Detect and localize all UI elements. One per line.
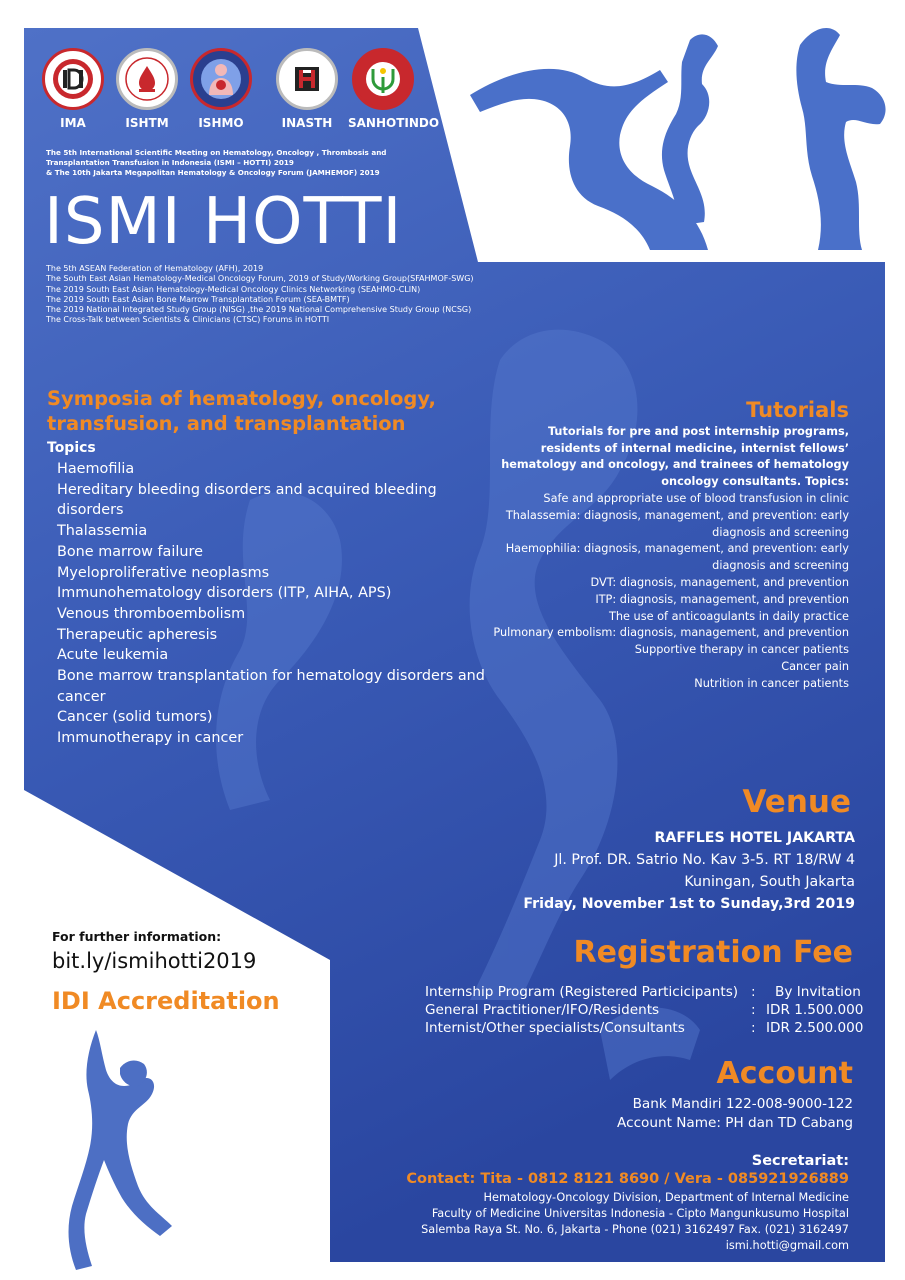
topic-item: Hereditary bleeding disorders and acquired bleeding disorders xyxy=(57,481,437,519)
logo-ima: IMA xyxy=(38,48,108,130)
venue-hotel: RAFFLES HOTEL JAKARTA xyxy=(654,830,855,846)
fee-label: Internship Program (Registered Particicipants) xyxy=(425,984,739,1000)
intro-line: & The 10th Jakarta Megapolitan Hematology & Oncology Forum (JAMHEMOF) 2019 xyxy=(46,168,380,177)
logo-inasth: INASTH xyxy=(272,48,342,130)
tutorial-item: Supportive therapy in cancer patients xyxy=(634,643,849,657)
inasth-emblem-icon xyxy=(276,48,338,110)
tutorial-item: Nutrition in cancer patients xyxy=(694,676,849,690)
tutorial-item: Safe and appropriate use of blood transfusion in clinic xyxy=(543,492,849,505)
fee-row xyxy=(425,1001,865,1019)
fee-separator: : xyxy=(751,984,756,1000)
topic-item: Cancer (solid tumors) xyxy=(57,709,213,726)
topic-item: Haemofilia xyxy=(57,461,135,477)
secretariat-heading: Secretariat: xyxy=(751,1153,849,1169)
further-info-label: For further information: xyxy=(52,929,222,944)
logo-ishmo: ISHMO xyxy=(186,48,256,130)
fee-label: General Practitioner/IFO/Residents xyxy=(425,1002,660,1018)
idi-emblem-icon xyxy=(42,48,104,110)
statue-silhouette-top xyxy=(470,28,886,250)
fee-value: IDR 1.500.000 xyxy=(766,1002,864,1018)
tutorial-item: Pulmonary embolism: diagnosis, management, and prevention xyxy=(493,626,849,640)
secretariat-address xyxy=(421,1190,849,1254)
forum-line: The Cross-Talk between Scientists & Clinicians (CTSC) Forums in HOTTI xyxy=(46,315,330,325)
topic-item: Myeloproliferative neoplasms xyxy=(57,564,270,581)
venue-dates: Friday, November 1st to Sunday,3rd 2019 xyxy=(523,896,855,912)
venue-details xyxy=(523,827,855,915)
topic-item: Thalassemia xyxy=(57,523,148,540)
symposia-title: Symposia of hematology, oncology, transfusion, and transplantation xyxy=(47,387,436,435)
tutorial-item: The use of anticoagulants in daily practice xyxy=(608,609,849,623)
fee-table xyxy=(425,983,865,1037)
intro-line: Transplantation Transfusion in Indonesia (ISMI – HOTTI) 2019 xyxy=(46,158,294,167)
fee-row xyxy=(425,1019,865,1037)
tutorials-list xyxy=(469,491,849,693)
logo-sanhotindo: SANHOTINDO xyxy=(348,48,418,130)
account-heading: Account xyxy=(716,1056,853,1091)
idi-accreditation: IDI Accreditation xyxy=(52,987,280,1015)
topics-list xyxy=(57,459,497,749)
registration-heading: Registration Fee xyxy=(573,935,853,970)
forum-line: The 2019 South East Asian Hematology-Medical Oncology Clinics Networking (SEAHMO-CLIN) xyxy=(46,284,421,294)
tutorials-intro: Tutorials for pre and post internship programs, residents of internal medicine, internist fellows’ hematology and oncology, and trainees of hematology oncology consultants. Topics: xyxy=(501,425,849,489)
tutorial-item: Cancer pain xyxy=(781,659,849,673)
contact-line: Contact: Tita - 0812 8121 8690 / Vera - 085921926889 xyxy=(406,1171,849,1187)
sanhotindo-emblem-icon xyxy=(352,48,414,110)
event-title: ISMI HOTTI xyxy=(44,185,403,259)
fee-value: IDR 2.500.000 xyxy=(766,1020,864,1036)
tutorial-item: Thalassemia: diagnosis, management, and prevention: early diagnosis and screening xyxy=(505,508,849,539)
topic-item: Acute leukemia xyxy=(57,647,169,664)
statue-silhouette-bottom xyxy=(69,1030,172,1270)
forum-line: The 5th ASEAN Federation of Hematology (AFH), 2019 xyxy=(46,264,264,273)
fee-value: By Invitation xyxy=(775,984,861,1000)
topic-item: Bone marrow transplantation for hematology disorders and cancer xyxy=(57,668,485,705)
tutorials-title: Tutorials xyxy=(746,398,849,422)
tutorial-item: DVT: diagnosis, management, and prevention xyxy=(590,575,849,589)
bank-account: Bank Mandiri 122-008-9000-122 xyxy=(632,1096,853,1112)
account-details xyxy=(617,1095,853,1133)
fee-separator: : xyxy=(751,1002,756,1018)
topic-item: Therapeutic apheresis xyxy=(57,626,218,643)
topic-item: Immunotherapy in cancer xyxy=(57,730,244,747)
topics-heading: Topics xyxy=(47,440,96,456)
venue-address: Jl. Prof. DR. Satrio No. Kav 3-5. RT 18/RW 4 xyxy=(554,852,855,868)
email-link[interactable]: ismi.hotti@gmail.com xyxy=(725,1239,849,1252)
topic-item: Venous thromboembolism xyxy=(57,605,246,622)
address-line: Salemba Raya St. No. 6, Jakarta - Phone (021) 3162497 Fax. (021) 3162497 xyxy=(421,1223,849,1236)
address-line: Hematology-Oncology Division, Department of Internal Medicine xyxy=(483,1191,849,1204)
forum-line: The 2019 South East Asian Bone Marrow Transplantation Forum (SEA-BMTF) xyxy=(46,294,350,304)
venue-heading: Venue xyxy=(742,784,851,820)
ishmo-emblem-icon xyxy=(190,48,252,110)
topic-item: Bone marrow failure xyxy=(57,543,203,560)
intro-line: The 5th International Scientific Meeting on Hematology, Oncology , Thrombosis and xyxy=(46,148,387,157)
info-link[interactable]: bit.ly/ismihotti2019 xyxy=(52,949,257,973)
address-line: Faculty of Medicine Universitas Indonesia - Cipto Mangunkusumo Hospital xyxy=(431,1207,849,1220)
logo-ishtm: ISHTM xyxy=(112,48,182,130)
forum-line: The South East Asian Hematology-Medical Oncology Forum, 2019 of Study/Working Group(SFAHMOF-SWG) xyxy=(46,274,474,284)
event-intro xyxy=(46,148,466,178)
fee-label: Internist/Other specialists/Consultants xyxy=(425,1020,685,1036)
topic-item: Immunohematology disorders (ITP, AIHA, APS) xyxy=(57,585,392,602)
forum-line: The 2019 National Integrated Study Group (NISG) ,the 2019 National Comprehensive Study Group (NCSG) xyxy=(46,305,472,315)
account-name: Account Name: PH dan TD Cabang xyxy=(617,1114,853,1131)
phtdi-emblem-icon xyxy=(116,48,178,110)
fee-separator: : xyxy=(751,1020,756,1036)
affiliated-forums xyxy=(46,264,526,326)
fee-row xyxy=(425,983,865,1001)
tutorial-item: Haemophilia: diagnosis, management, and prevention: early diagnosis and screening xyxy=(505,542,849,573)
venue-city: Kuningan, South Jakarta xyxy=(684,874,855,890)
tutorial-item: ITP: diagnosis, management, and prevention xyxy=(595,592,849,606)
